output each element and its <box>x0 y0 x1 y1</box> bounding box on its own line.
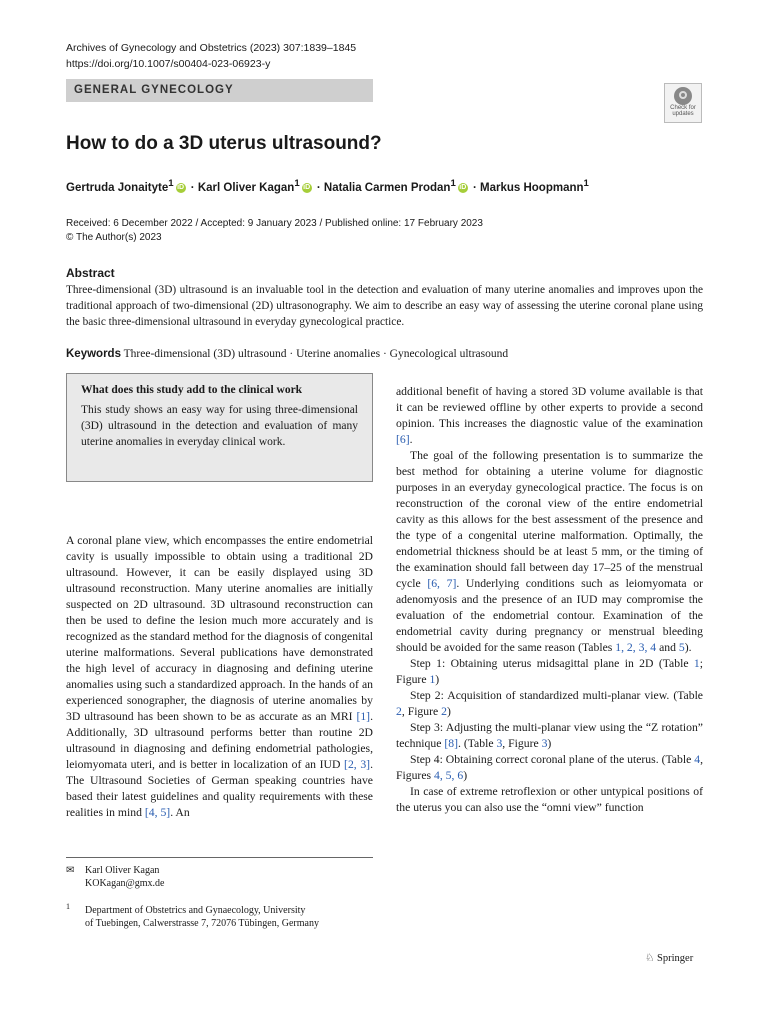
text-run: ) <box>446 705 451 718</box>
springer-horse-icon: ♘ <box>645 953 655 964</box>
text-run: , Figure <box>401 705 442 718</box>
journal-citation <box>66 40 356 72</box>
text-run: . <box>409 433 413 446</box>
step-2 <box>396 688 703 720</box>
table-link[interactable]: 4 <box>694 753 701 766</box>
keywords-text: Three-dimensional (3D) ultrasound · Uterine anomalies · Gynecological ultrasound <box>123 348 509 360</box>
footnote-divider <box>66 857 373 858</box>
section-label: GENERAL GYNECOLOGY <box>66 79 373 102</box>
text-run: . Additionally, 3D ultrasound performs better than routine 2D ultrasound in diagnosing and defining endometrial pathologies, leiomyomata uteri, and is better in localization of an IUD <box>66 710 373 771</box>
figure-link[interactable]: 1 <box>429 673 436 686</box>
text-run: Step 2: Acquisition of standardized multi-planar view. (Table <box>410 689 703 702</box>
text-run: Step 1: Obtaining uterus midsagittal plane in 2D (Table <box>410 657 694 670</box>
text-run: additional benefit of having a stored 3D volume available is that it can be reviewed offline by other experts to provide a second opinion. This increases the diagnostic value of the examination <box>396 385 703 430</box>
affiliation-line: Department of Obstetrics and Gynaecology, University <box>85 905 306 916</box>
journal-line: Archives of Gynecology and Obstetrics (2023) 307:1839–1845 <box>66 42 357 54</box>
step-3 <box>396 720 703 752</box>
abstract-heading: Abstract <box>66 266 115 280</box>
table-link[interactable]: 1 <box>693 657 700 670</box>
figure-link[interactable]: 4, 5, 6 <box>433 769 464 782</box>
text-run: ). <box>684 641 692 654</box>
text-run: , Figures <box>396 753 703 782</box>
author-list: Gertruda Jonaityte$^1$ iD · Karl Oliver Kagan$^1$ iD · Natalia Carmen Prodan$^1$ iD · Markus Hoopmann$^1$ <box>66 178 589 194</box>
citation-link[interactable]: [6, 7] <box>427 577 457 590</box>
table-link[interactable]: 2 <box>396 705 402 718</box>
text-run: Step 4: Obtaining correct coronal plane of the uterus. (Table <box>410 753 695 766</box>
text-run: The goal of the following presentation is to summarize the best method for obtaining a uterine volume for diagnostic purposes in an everyday gynecological practice. The focus is on reconstruction of the coronal view of the entire endometrial cavity as this allows for the best assessment of the presence and the type of a congenital uterine malformation. Optimally, the endometrial thickness should be at least 5 mm, or the timing of the examination should fall between day 17–25 of the menstrual cycle <box>396 449 703 590</box>
author-affiliation: 1 <box>583 178 589 189</box>
figure-link[interactable]: 2 <box>441 705 447 718</box>
affiliation-line: of Tuebingen, Calwerstrasse 7, 72076 Tübingen, Germany <box>85 918 319 929</box>
box-text: This study shows an easy way for using three-dimensional (3D) ultrasound in the detection and evaluation of many uterine anomalies in everyday clinical work. <box>81 404 358 448</box>
step-4 <box>396 752 703 784</box>
check-updates-line2: updates <box>672 111 694 117</box>
publication-dates <box>66 217 483 245</box>
text-run: . (Table <box>458 737 497 750</box>
citation-link[interactable]: [4, 5] <box>144 806 171 819</box>
text-run: and <box>656 641 679 654</box>
text-run: ) <box>435 673 440 686</box>
affiliation <box>85 904 319 930</box>
keywords <box>66 348 508 360</box>
body-paragraph: In case of extreme retroflexion or other untypical positions of the uterus you can also use the “omni view” function <box>396 785 703 814</box>
check-updates-line1: Check for <box>670 105 696 111</box>
author-affiliation: 1 <box>168 178 174 189</box>
check-for-updates-badge[interactable] <box>664 83 702 123</box>
paper-title: How to do a 3D uterus ultrasound? <box>66 133 382 154</box>
text-run: . An <box>170 806 190 819</box>
corresponding-author <box>85 864 164 890</box>
clinical-work-box <box>66 373 373 482</box>
keywords-label: Keywords <box>66 348 121 360</box>
history-dates: Received: 6 December 2022 / Accepted: 9 January 2023 / Published online: 17 February 2023 <box>66 218 483 229</box>
orcid-icon[interactable]: iD <box>459 183 467 191</box>
citation-link[interactable]: [6] <box>396 433 410 446</box>
check-updates-icon <box>674 87 692 105</box>
author-name[interactable]: Markus Hoopmann <box>480 181 584 194</box>
text-run: . The Ultrasound Societies of German speaking countries have based their latest guidelines and quality requirements with these realities in mind <box>66 758 373 819</box>
text-run: ; Figure <box>396 657 703 686</box>
orcid-icon[interactable]: iD <box>177 183 185 191</box>
text-run: Step 3: Adjusting the multi-planar view using the “Z rotation” technique <box>396 721 703 750</box>
text-run: ) <box>547 737 552 750</box>
step-1 <box>396 656 703 688</box>
envelope-icon: ✉ <box>66 865 75 876</box>
publisher-name: Springer <box>657 953 694 964</box>
publisher-logo <box>645 952 693 964</box>
body-paragraph <box>396 448 703 656</box>
text-run: ) <box>463 769 468 782</box>
citation-link[interactable]: [8] <box>444 737 458 750</box>
copyright: © The Author(s) 2023 <box>66 232 162 243</box>
box-heading: What does this study add to the clinical work <box>81 384 303 396</box>
table-link[interactable]: 1, 2, 3, 4 <box>615 641 657 654</box>
author-affiliation: 1 <box>450 178 456 189</box>
text-run: , Figure <box>502 737 542 750</box>
text-run: . Underlying conditions such as leiomyomata or adenomyosis and the presence of an IUD may compromise the evaluation of the endometrial contour. Examination of the endometrial cavity during pregnancy or menstrual bleeding should be avoided for the same reason (Tables <box>396 577 704 654</box>
author-affiliation: 1 <box>294 178 300 189</box>
doi-link[interactable]: https://doi.org/10.1007/s00404-023-06923-y <box>66 58 271 70</box>
author-name[interactable]: Natalia Carmen Prodan <box>323 181 451 194</box>
corr-email[interactable]: KOKagan@gmx.de <box>85 878 165 889</box>
affiliation-number: 1 <box>66 902 70 911</box>
author-name[interactable]: Karl Oliver Kagan <box>197 181 295 194</box>
right-column <box>396 384 703 816</box>
table-link[interactable]: 5 <box>678 641 685 654</box>
table-link[interactable]: 3 <box>496 737 503 750</box>
citation-link[interactable]: [1] <box>356 710 371 723</box>
figure-link[interactable]: 3 <box>541 737 548 750</box>
author-name[interactable]: Gertruda Jonaityte <box>66 181 169 194</box>
body-paragraph <box>66 533 373 821</box>
text-run: A coronal plane view, which encompasses the entire endometrial cavity is usually impossible to obtain using a traditional 2D ultrasound. However, it can be easily displayed using 3D ultrasound reconstruction. Many uterine anomalies are initially suspected on 2D ultrasound. 3D ultrasound reconstruction can then be used to define the lesion much more accurately and is recognized as the standard method for the diagnosis of congenital uterine malformations. Several publications have demonstrated the high level of accuracy in diagnosing and defining uterine anomalies using such a standardized approach. In the hands of an experienced sonographer, the diagnosis of uterine anomalies by 3D ultrasound has been shown to be as accurate as an MRI <box>66 534 373 723</box>
orcid-icon[interactable]: iD <box>303 183 311 191</box>
citation-link[interactable]: [2, 3] <box>344 758 371 771</box>
corr-name: Karl Oliver Kagan <box>85 865 160 876</box>
abstract-text: Three-dimensional (3D) ultrasound is an invaluable tool in the detection and evaluation of many uterine anomalies and improves upon the traditional approach of two-dimensional (2D) ultrasonography. We aim to describe an easy way of assessing the uterine coronal plane using the basic three-dimensional ultrasound in everyday gynecological practice. <box>66 284 703 328</box>
left-column <box>66 533 373 821</box>
body-paragraph <box>396 384 703 448</box>
